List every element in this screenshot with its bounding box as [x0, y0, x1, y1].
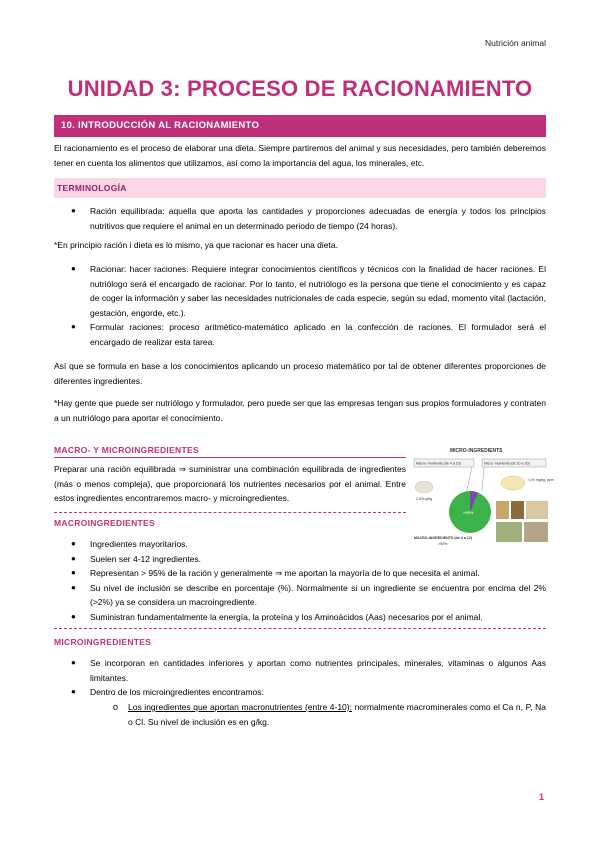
- microingredients-sublist: [113, 700, 546, 729]
- list-item: ● Suelen ser 4-12 ingredientes.: [90, 552, 546, 567]
- bullet-icon: ●: [71, 611, 76, 621]
- list-item: ● Se incorporan en cantidades inferiores y aportan como nutrientes principales, minerales, vitaminas o algunos Aas limitantes.: [71, 658, 546, 683]
- microingredients-list: [71, 656, 546, 700]
- page-title: UNIDAD 3: PROCESO DE RACIONAMIENTO: [67, 76, 533, 101]
- page-number: 1: [538, 792, 544, 802]
- list-item: ● Dentro de los microingredientes encontramos:: [90, 685, 546, 700]
- bullet-icon: ●: [71, 658, 76, 667]
- subsection-heading-microingredientes: MICROINGREDIENTES: [54, 637, 152, 647]
- grain-image-1: [496, 501, 509, 519]
- pie-center-label: >95%: [463, 510, 474, 515]
- subsection-heading-macroingredientes: MACROINGREDIENTES: [54, 518, 155, 528]
- bullet-icon: ●: [71, 206, 76, 215]
- terminology-list-2: [71, 262, 546, 350]
- vitamin-powder-icon: [501, 476, 525, 490]
- hollow-bullet-icon: o: [113, 702, 119, 712]
- section-heading-introduccion: 10. INTRODUCCIÓN AL RACIONAMIENTO: [54, 115, 546, 137]
- figure-title: MICRO-INGREDIENTS: [450, 448, 503, 454]
- bottom-pct: >95%: [438, 542, 448, 546]
- bullet-icon: ●: [71, 568, 76, 578]
- list-item: ● Representan > 95% de la ración y generalmente ⇒ me aportan la mayoría de lo que necesita el animal.: [90, 566, 546, 581]
- list-item: ● Su nivel de inclusión se describe en porcentaje (%). Normalmente si un ingrediente se encuentra por encima del 2% (>2%) ya se considera un macroingrediente.: [71, 582, 546, 608]
- mineral-powder-icon: [415, 481, 433, 493]
- running-header: Nutrición animal: [485, 38, 546, 48]
- bullet-icon: ●: [71, 264, 76, 273]
- subsection-heading-macro-micro: MACRO- Y MICROINGREDIENTES: [54, 445, 199, 455]
- note-nutriologo-formulador: *Hay gente que puede ser nutriólogo y formulador, pero puede ser que las empresas tengan sus propios formuladores y contraten a un nutriólogo para aportar el conocimiento.: [54, 398, 546, 423]
- pct-left: 2-5% g/kg: [416, 497, 433, 501]
- list-item: ● Formular raciones: proceso aritmético-matemático aplicado en la confección de raciones. El formulador será el encargado de realizar esta tarea.: [71, 322, 546, 347]
- macro-micro-paragraph: Preparar una ración equilibrada ⇒ suministrar una combinación equilibrada de ingredientes (más o menos compleja), que proporcionará los nutrientes necesarios por el animal. Entre estos ingredientes encontraremos macro- y microingredientes.: [54, 464, 406, 504]
- dashed-divider: [54, 628, 546, 629]
- grain-image-3: [526, 501, 548, 519]
- bullet-icon: ●: [71, 322, 76, 332]
- list-item: o Los ingredientes que aportan macronutrientes (entre 4-10): normalmente macrominerales como el Ca n, P, Na o Cl. Su nivel de inclusión es en g/kg.: [113, 702, 546, 727]
- label-right: Micro- Nutrients (de 10 a 20): [484, 461, 530, 466]
- bullet-icon: ●: [71, 553, 76, 563]
- bottom-label: MACRO-INGREDIENTS (de 4 a 12): [414, 536, 472, 540]
- list-item: ● Ingredientes mayoritarios.: [90, 537, 546, 552]
- connector-left: [466, 467, 472, 495]
- dashed-divider: [54, 512, 406, 513]
- subsection-heading-terminologia: TERMINOLOGÍA: [54, 178, 546, 198]
- formulation-paragraph: Así que se formula en base a los conocimientos aplicando un proceso matemático por tal de obtener diferentes proporciones de diferentes ingredientes.: [54, 361, 546, 386]
- bullet-icon: ●: [71, 582, 76, 592]
- macroingredients-list: [71, 537, 546, 625]
- list-item: ● Suministran fundamentalmente la energía, la proteína y los Aminoácidos (Aas) necesarios por el animal.: [90, 610, 546, 625]
- terminology-list-1: [71, 204, 546, 233]
- grain-image-2: [511, 501, 524, 519]
- note-racion-dieta: *En principio ración i dieta es lo mismo, ya que racionar es hacer una dieta.: [54, 240, 338, 250]
- pct-right: <1% mg/kg, ppm: [528, 478, 554, 482]
- bullet-icon: ●: [71, 539, 76, 548]
- bullet-icon: ●: [71, 687, 76, 697]
- list-item: ● Racionar: hacer raciones. Requiere integrar conocimientos científicos y técnicos con la finalidad de hacer raciones. El nutriólogo será el encargado de racionar. Por lo tanto, el nutriólogo es la persona que tiene el conocimiento y es capaz de coger la información y saber las necesidades nutricionales de cada especie, según su edad, momento vital (lactación, gestación, engorde, etc.).: [71, 264, 546, 318]
- label-left: Macro- Nutrients (de 4 a 10): [416, 461, 461, 466]
- connector-right: [482, 467, 484, 491]
- list-item: ● Ración equilibrada: aquella que aporta las cantidades y proporciones adecuadas de energía y todos los principios nutritivos que requiere el animal en un determinado periodo de tiempo (24 horas).: [71, 206, 546, 231]
- intro-paragraph: El racionamiento es el proceso de elaborar una dieta. Siempre partiremos del animal y sus necesidades, pero también deberemos tener en cuenta los alimentos que utilizamos, así como la importancia del agua, los minerales, etc.: [54, 143, 546, 168]
- heading-underline: [54, 457, 406, 458]
